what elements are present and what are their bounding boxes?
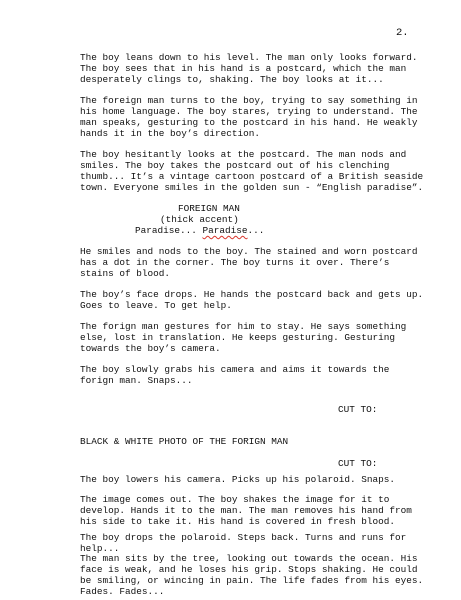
action-line: forign man. Snaps... — [80, 375, 193, 386]
action-line: He smiles and nods to the boy. The stained and worn postcard — [80, 246, 418, 257]
action-line: The boy hesitantly looks at the postcard. The man nods and — [80, 149, 407, 160]
action-line: The boy sees that in his hand is a postcard, which the man — [80, 63, 407, 74]
action-line: man speaks, gesturing to the postcard in his hand. He weakly — [80, 117, 418, 128]
action-line: has a dot in the corner. The boy turns it over. There’s — [80, 257, 390, 268]
action-line: be smiling, or wincing in pain. The life fades from his eyes. — [80, 575, 424, 586]
action-line: else, lost in translation. He keeps gesturing. Gesturing — [80, 332, 396, 343]
action-line: his home language. The boy stares, trying to understand. The — [80, 106, 418, 117]
action-line: face is weak, and he loses his grip. Stops shaking. He could — [80, 564, 418, 575]
transition: CUT TO: — [338, 404, 378, 415]
action-line: thumb... It’s a vintage cartoon postcard of a British seaside — [80, 171, 424, 182]
action-line: The forign man gestures for him to stay. He says something — [80, 321, 407, 332]
action-line: develop. Hands it to the man. The man removes his hand from — [80, 505, 412, 516]
action-line: hands it in the boy’s direction. — [80, 128, 261, 139]
dialogue-text: ... — [247, 225, 265, 236]
dialogue-text: Paradise... — [135, 225, 203, 236]
action-line: help... — [80, 543, 120, 554]
character-name: FOREIGN MAN — [178, 203, 240, 214]
action-line: smiles. The boy takes the postcard out of his clenching — [80, 160, 390, 171]
action-line: The foreign man turns to the boy, trying to say something in — [80, 95, 418, 106]
page-number: 2. — [396, 27, 409, 39]
action-line: Fades. Fades... — [80, 586, 165, 597]
action-line: his side to take it. His hand is covered in fresh blood. — [80, 516, 396, 527]
action-line: The boy slowly grabs his camera and aims it towards the — [80, 364, 390, 375]
action-line: The boy drops the polaroid. Steps back. Turns and runs for — [80, 532, 407, 543]
dialogue-line — [135, 225, 264, 236]
action-line: desperately clings to, shaking. The boy looks at it... — [80, 74, 384, 85]
action-line: towards the boy’s camera. — [80, 343, 221, 354]
spellcheck-flagged-word: Paradise — [202, 225, 248, 236]
action-line: The boy lowers his camera. Picks up his polaroid. Snaps. — [80, 474, 396, 485]
action-line: town. Everyone smiles in the golden sun - “English paradise”. — [80, 182, 424, 193]
action-line: The man sits by the tree, looking out towards the ocean. His — [80, 553, 418, 564]
action-line: The boy’s face drops. He hands the postcard back and gets up. — [80, 289, 424, 300]
action-line: The image comes out. The boy shakes the image for it to — [80, 494, 390, 505]
parenthetical: (thick accent) — [160, 214, 239, 225]
transition: CUT TO: — [338, 458, 378, 469]
scene-heading: BLACK & WHITE PHOTO OF THE FORIGN MAN — [80, 436, 289, 447]
action-line: stains of blood. — [80, 268, 171, 279]
action-line: Goes to leave. To get help. — [80, 300, 232, 311]
action-line: The boy leans down to his level. The man only looks forward. — [80, 52, 418, 63]
